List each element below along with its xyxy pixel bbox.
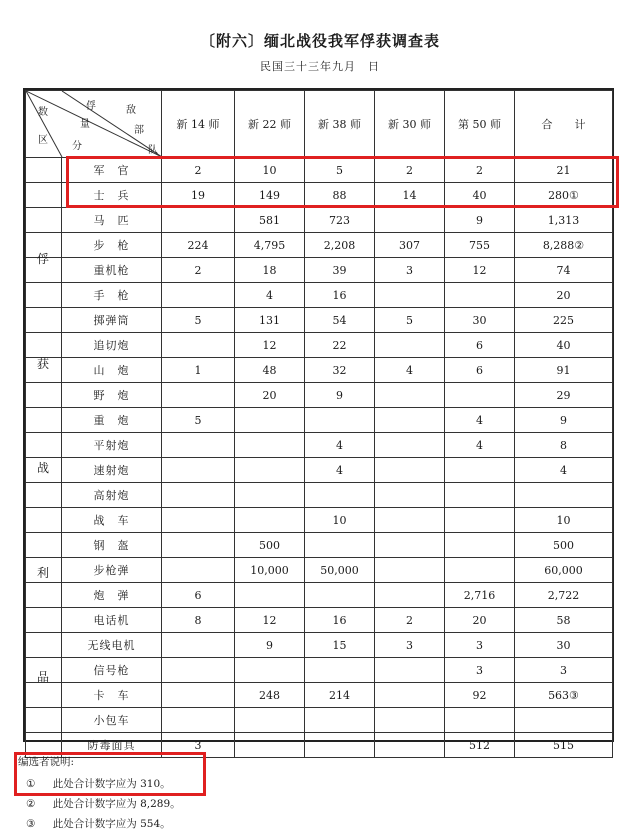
value-cell: 280① bbox=[515, 183, 613, 208]
value-cell: 500 bbox=[515, 533, 613, 558]
row-label: 掷弹筒 bbox=[62, 308, 162, 333]
value-cell: 6 bbox=[445, 333, 515, 358]
value-cell: 5 bbox=[305, 158, 375, 183]
value-cell: 3 bbox=[445, 633, 515, 658]
table-row bbox=[26, 483, 613, 508]
value-cell bbox=[305, 733, 375, 758]
value-cell: 3 bbox=[375, 258, 445, 283]
row-label: 钢 盔 bbox=[62, 533, 162, 558]
value-cell bbox=[445, 458, 515, 483]
value-cell: 10 bbox=[235, 158, 305, 183]
value-cell: 4 bbox=[375, 358, 445, 383]
region-label-zhan: 战 bbox=[37, 461, 50, 475]
region-cell bbox=[26, 608, 62, 633]
value-cell: 3 bbox=[375, 633, 445, 658]
value-cell: 9 bbox=[515, 408, 613, 433]
row-label: 士 兵 bbox=[62, 183, 162, 208]
column-header: 新 30 师 bbox=[375, 91, 445, 158]
value-cell: 3 bbox=[162, 733, 235, 758]
value-cell bbox=[375, 408, 445, 433]
value-cell: 225 bbox=[515, 308, 613, 333]
value-cell bbox=[515, 708, 613, 733]
value-cell: 307 bbox=[375, 233, 445, 258]
value-cell: 515 bbox=[515, 733, 613, 758]
value-cell bbox=[445, 283, 515, 308]
value-cell bbox=[305, 533, 375, 558]
table-row bbox=[26, 333, 613, 358]
region-cell bbox=[26, 158, 62, 183]
value-cell bbox=[445, 533, 515, 558]
region-cell bbox=[26, 633, 62, 658]
value-cell: 8,288② bbox=[515, 233, 613, 258]
table-row bbox=[26, 683, 613, 708]
region-cell bbox=[26, 708, 62, 733]
table-row bbox=[26, 558, 613, 583]
value-cell bbox=[162, 508, 235, 533]
value-cell: 3 bbox=[515, 658, 613, 683]
note-item: ① 此处合计数字应为 310。 bbox=[26, 778, 171, 790]
region-cell bbox=[26, 583, 62, 608]
row-label: 卡 车 bbox=[62, 683, 162, 708]
value-cell: 3 bbox=[445, 658, 515, 683]
corner-label-shu: 数 bbox=[38, 107, 48, 118]
value-cell: 2 bbox=[162, 158, 235, 183]
table-row bbox=[26, 383, 613, 408]
value-cell: 12 bbox=[235, 333, 305, 358]
column-header: 新 14 师 bbox=[162, 91, 235, 158]
table-row bbox=[26, 708, 613, 733]
region-cell bbox=[26, 333, 62, 358]
table-row bbox=[26, 608, 613, 633]
row-label: 重 炮 bbox=[62, 408, 162, 433]
table-row bbox=[26, 658, 613, 683]
corner-label-dui: 队 bbox=[148, 145, 158, 156]
value-cell: 224 bbox=[162, 233, 235, 258]
value-cell: 12 bbox=[235, 608, 305, 633]
value-cell bbox=[162, 533, 235, 558]
value-cell: 1 bbox=[162, 358, 235, 383]
table-row bbox=[26, 508, 613, 533]
row-label: 高射炮 bbox=[62, 483, 162, 508]
column-header: 合 计 bbox=[515, 91, 613, 158]
value-cell: 21 bbox=[515, 158, 613, 183]
value-cell: 4 bbox=[445, 433, 515, 458]
value-cell: 9 bbox=[305, 383, 375, 408]
value-cell bbox=[445, 508, 515, 533]
value-cell bbox=[162, 683, 235, 708]
value-cell bbox=[235, 458, 305, 483]
value-cell bbox=[305, 408, 375, 433]
value-cell: 12 bbox=[445, 258, 515, 283]
region-cell bbox=[26, 308, 62, 333]
note-item: ② 此处合计数字应为 8,289。 bbox=[26, 798, 181, 810]
value-cell: 2 bbox=[162, 258, 235, 283]
value-cell bbox=[375, 483, 445, 508]
column-header: 新 38 师 bbox=[305, 91, 375, 158]
value-cell bbox=[162, 458, 235, 483]
row-label: 无线电机 bbox=[62, 633, 162, 658]
value-cell bbox=[235, 708, 305, 733]
value-cell: 16 bbox=[305, 283, 375, 308]
value-cell: 4 bbox=[515, 458, 613, 483]
value-cell: 32 bbox=[305, 358, 375, 383]
value-cell: 755 bbox=[445, 233, 515, 258]
region-cell bbox=[26, 383, 62, 408]
value-cell: 39 bbox=[305, 258, 375, 283]
value-cell: 149 bbox=[235, 183, 305, 208]
value-cell bbox=[375, 383, 445, 408]
region-cell bbox=[26, 433, 62, 458]
value-cell: 15 bbox=[305, 633, 375, 658]
value-cell bbox=[375, 583, 445, 608]
value-cell: 40 bbox=[445, 183, 515, 208]
value-cell: 92 bbox=[445, 683, 515, 708]
page-title: 〔附六〕缅北战役我军俘获调查表 bbox=[199, 32, 440, 50]
table-row bbox=[26, 208, 613, 233]
value-cell bbox=[235, 483, 305, 508]
value-cell bbox=[162, 383, 235, 408]
header-row bbox=[26, 91, 613, 158]
column-header: 第 50 师 bbox=[445, 91, 515, 158]
row-label: 步枪弹 bbox=[62, 558, 162, 583]
value-cell bbox=[162, 333, 235, 358]
value-cell: 6 bbox=[162, 583, 235, 608]
value-cell: 40 bbox=[515, 333, 613, 358]
table-row bbox=[26, 433, 613, 458]
table-row bbox=[26, 408, 613, 433]
region-label-li: 利 bbox=[37, 566, 50, 580]
row-label: 野 炮 bbox=[62, 383, 162, 408]
table-row bbox=[26, 633, 613, 658]
table-row bbox=[26, 533, 613, 558]
value-cell bbox=[375, 533, 445, 558]
value-cell: 4 bbox=[235, 283, 305, 308]
region-cell bbox=[26, 408, 62, 433]
table-row bbox=[26, 258, 613, 283]
value-cell bbox=[375, 333, 445, 358]
value-cell: 2,716 bbox=[445, 583, 515, 608]
value-cell: 22 bbox=[305, 333, 375, 358]
value-cell bbox=[375, 708, 445, 733]
value-cell: 5 bbox=[162, 308, 235, 333]
corner-label-qu: 区 bbox=[38, 135, 48, 146]
value-cell: 5 bbox=[162, 408, 235, 433]
row-label: 军 官 bbox=[62, 158, 162, 183]
note-item: ③ 此处合计数字应为 554。 bbox=[26, 818, 171, 830]
value-cell: 88 bbox=[305, 183, 375, 208]
row-label: 马 匹 bbox=[62, 208, 162, 233]
row-label: 步 枪 bbox=[62, 233, 162, 258]
region-cell bbox=[26, 483, 62, 508]
value-cell: 4,795 bbox=[235, 233, 305, 258]
value-cell bbox=[162, 658, 235, 683]
row-label: 电话机 bbox=[62, 608, 162, 633]
row-label: 信号枪 bbox=[62, 658, 162, 683]
value-cell: 18 bbox=[235, 258, 305, 283]
region-cell bbox=[26, 283, 62, 308]
table-row bbox=[26, 308, 613, 333]
region-cell bbox=[26, 208, 62, 233]
row-label: 追切炮 bbox=[62, 333, 162, 358]
value-cell: 20 bbox=[235, 383, 305, 408]
region-cell bbox=[26, 533, 62, 558]
value-cell bbox=[162, 633, 235, 658]
table-row bbox=[26, 358, 613, 383]
row-label: 防毒面具 bbox=[62, 733, 162, 758]
value-cell bbox=[162, 708, 235, 733]
value-cell bbox=[235, 433, 305, 458]
table-row bbox=[26, 283, 613, 308]
column-header: 新 22 师 bbox=[235, 91, 305, 158]
value-cell: 248 bbox=[235, 683, 305, 708]
value-cell: 9 bbox=[235, 633, 305, 658]
value-cell bbox=[162, 433, 235, 458]
highlight-personnel-rows bbox=[66, 156, 619, 208]
value-cell bbox=[162, 483, 235, 508]
value-cell bbox=[445, 483, 515, 508]
region-label-fu: 俘 bbox=[37, 252, 50, 266]
value-cell: 9 bbox=[445, 208, 515, 233]
value-cell: 30 bbox=[445, 308, 515, 333]
value-cell bbox=[375, 683, 445, 708]
value-cell bbox=[375, 433, 445, 458]
value-cell bbox=[515, 483, 613, 508]
row-label: 平射炮 bbox=[62, 433, 162, 458]
corner-label-liang: 量 bbox=[80, 119, 90, 130]
value-cell: 10 bbox=[515, 508, 613, 533]
value-cell: 5 bbox=[375, 308, 445, 333]
corner-label-fu: 俘 bbox=[86, 101, 96, 112]
value-cell: 74 bbox=[515, 258, 613, 283]
value-cell bbox=[445, 708, 515, 733]
value-cell: 2,208 bbox=[305, 233, 375, 258]
row-label: 小包车 bbox=[62, 708, 162, 733]
value-cell: 14 bbox=[375, 183, 445, 208]
value-cell: 54 bbox=[305, 308, 375, 333]
value-cell: 2 bbox=[375, 608, 445, 633]
value-cell: 19 bbox=[162, 183, 235, 208]
value-cell: 8 bbox=[162, 608, 235, 633]
value-cell: 581 bbox=[235, 208, 305, 233]
value-cell: 4 bbox=[445, 408, 515, 433]
region-cell bbox=[26, 508, 62, 533]
value-cell bbox=[375, 508, 445, 533]
value-cell bbox=[445, 558, 515, 583]
corner-label-di: 敌 bbox=[126, 105, 136, 116]
value-cell: 563③ bbox=[515, 683, 613, 708]
row-label: 手 枪 bbox=[62, 283, 162, 308]
value-cell: 2,722 bbox=[515, 583, 613, 608]
value-cell bbox=[375, 658, 445, 683]
value-cell: 500 bbox=[235, 533, 305, 558]
value-cell bbox=[375, 458, 445, 483]
value-cell bbox=[305, 583, 375, 608]
value-cell bbox=[305, 708, 375, 733]
value-cell: 512 bbox=[445, 733, 515, 758]
region-label-pin: 品 bbox=[37, 670, 50, 684]
row-label: 重机枪 bbox=[62, 258, 162, 283]
table-row bbox=[26, 233, 613, 258]
value-cell bbox=[305, 658, 375, 683]
page-subtitle: 民国三十三年九月 日 bbox=[260, 60, 380, 73]
corner-label-fen: 分 bbox=[72, 141, 82, 152]
value-cell: 91 bbox=[515, 358, 613, 383]
row-label: 战 车 bbox=[62, 508, 162, 533]
value-cell bbox=[305, 483, 375, 508]
value-cell bbox=[375, 208, 445, 233]
corner-label-bu: 部 bbox=[134, 125, 144, 136]
highlight-notes bbox=[14, 752, 206, 796]
value-cell bbox=[162, 208, 235, 233]
value-cell: 2 bbox=[375, 158, 445, 183]
value-cell: 1,313 bbox=[515, 208, 613, 233]
value-cell: 20 bbox=[515, 283, 613, 308]
value-cell: 8 bbox=[515, 433, 613, 458]
value-cell bbox=[375, 733, 445, 758]
value-cell: 2 bbox=[445, 158, 515, 183]
value-cell: 48 bbox=[235, 358, 305, 383]
notes-heading: 编选者说明: bbox=[18, 756, 75, 768]
value-cell: 131 bbox=[235, 308, 305, 333]
value-cell: 16 bbox=[305, 608, 375, 633]
value-cell bbox=[235, 658, 305, 683]
value-cell: 4 bbox=[305, 458, 375, 483]
table-row bbox=[26, 583, 613, 608]
value-cell: 29 bbox=[515, 383, 613, 408]
value-cell bbox=[445, 383, 515, 408]
value-cell bbox=[162, 283, 235, 308]
value-cell: 30 bbox=[515, 633, 613, 658]
region-label-huo: 获 bbox=[37, 357, 50, 371]
value-cell: 20 bbox=[445, 608, 515, 633]
value-cell: 60,000 bbox=[515, 558, 613, 583]
region-cell bbox=[26, 683, 62, 708]
corner-cell bbox=[26, 91, 162, 158]
value-cell bbox=[375, 283, 445, 308]
value-cell bbox=[235, 508, 305, 533]
value-cell bbox=[235, 733, 305, 758]
row-label: 炮 弹 bbox=[62, 583, 162, 608]
region-cell bbox=[26, 183, 62, 208]
value-cell bbox=[162, 558, 235, 583]
row-label: 速射炮 bbox=[62, 458, 162, 483]
table-row bbox=[26, 458, 613, 483]
value-cell: 10 bbox=[305, 508, 375, 533]
value-cell: 4 bbox=[305, 433, 375, 458]
value-cell bbox=[235, 583, 305, 608]
value-cell: 58 bbox=[515, 608, 613, 633]
value-cell: 6 bbox=[445, 358, 515, 383]
value-cell bbox=[375, 558, 445, 583]
value-cell: 50,000 bbox=[305, 558, 375, 583]
value-cell: 214 bbox=[305, 683, 375, 708]
row-label: 山 炮 bbox=[62, 358, 162, 383]
value-cell: 723 bbox=[305, 208, 375, 233]
value-cell: 10,000 bbox=[235, 558, 305, 583]
value-cell bbox=[235, 408, 305, 433]
